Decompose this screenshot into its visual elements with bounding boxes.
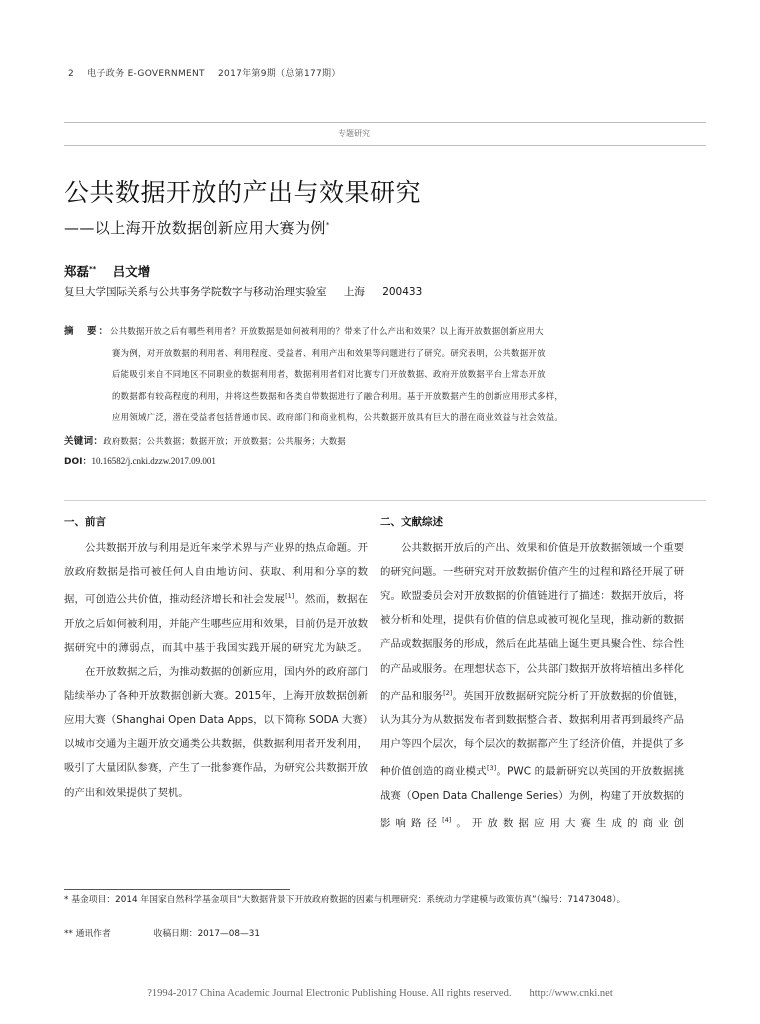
abstract-line: 赛为例，对开放数据的利用者、利用程度、受益者、利用产出和效果等问题进行了研究。研究表明，公共数据开放	[112, 347, 546, 358]
right-column	[380, 510, 684, 836]
abstract-label: 摘 要：	[64, 326, 111, 337]
paragraph-text: 。PWC 的最新研究以英国的开放数据挑战赛（Open Data Challenge Series）为例，构建了开放数据的影响路径	[380, 765, 684, 830]
abstract-line: 的数据都有较高程度的利用，并将这些数据和各类自带数据进行了融合利用。基于开放数据产生的创新应用形式多样，	[112, 390, 564, 401]
footer-url[interactable]: http://www.cnki.net	[529, 988, 613, 999]
section-rule	[64, 145, 706, 146]
article-subtitle	[64, 217, 330, 238]
abstract-line: 应用领域广泛，潜在受益者包括普通市民、政府部门和商业机构，公共数据开放具有巨大的潜在商业效益与社会效益。	[112, 412, 564, 422]
page-footer	[0, 988, 760, 999]
doi-value: 10.16582/j.cnki.dzzw.2017.09.001	[91, 456, 216, 466]
abstract	[64, 321, 696, 429]
keywords-label: 关键词：	[64, 436, 104, 447]
journal-name: 电子政务 E-GOVERNMENT	[87, 69, 205, 79]
page-number: 2	[68, 69, 75, 79]
abstract-line: 后能吸引来自不同地区不同职业的数据利用者，数据利用者们对比赛专门开放数据、政府开放数据平台上常态开放	[112, 369, 546, 379]
author-1: 郑磊	[64, 264, 90, 279]
paragraph-text: 。开放数据应用大赛生成的商业创	[451, 817, 685, 830]
affiliation-city: 上海	[343, 286, 365, 298]
abstract-line	[64, 321, 696, 343]
affiliation-org: 复旦大学国际关系与公共事务学院数字与移动治理实验室	[64, 286, 327, 298]
abstract-rule	[64, 500, 706, 501]
paragraph	[380, 536, 684, 836]
affiliation-postcode: 200433	[382, 286, 423, 298]
paragraph: 在开放数据之后，为推动数据的创新应用，国内外的政府部门陆续举办了各种开放数据创新大赛。2015年，上海开放数据创新应用大赛（Shanghai Open Data Apps，以下简称 SODA 大赛）以城市交通为主题开放交通类公共数据，供数据利用者开发利用，吸引了大量团队参赛，产生了一批参赛作品，为研究公共数据开放的产出和效果提供了契机。	[64, 666, 368, 799]
keywords-text: 政府数据；公共数据；数据开放；开放数据；公共服务；大数据	[103, 436, 347, 446]
paragraph-text: 。英国开放数据研究院分析了开放数据的价值链，认为其分为从数据发布者到数据整合者、数据利用者再到最终产品用户等四个层次，每个层次的数据都产生了经济价值，并提供了多种价值创造的商业模式	[380, 690, 685, 778]
subtitle-text: ——以上海开放数据创新应用大赛为例	[64, 219, 326, 237]
doi	[64, 454, 216, 467]
footnote-corresponding	[64, 927, 696, 943]
citation-ref: [4]	[442, 816, 452, 825]
section-heading-intro: 一、前言	[64, 516, 106, 528]
header-rule	[64, 122, 706, 123]
footnote-funding: * 基金项目：2014 年国家自然科学基金项目“大数据背景下开放政府数据的因素与机理研究：系统动力学建模与政策仿真”（编号：71473048）。	[64, 895, 626, 905]
doi-label: DOI：	[64, 457, 92, 467]
citation-ref: [1]	[285, 592, 295, 601]
subtitle-footnote-mark: *	[325, 221, 330, 229]
affiliation	[64, 284, 422, 299]
section-tag: 专题研究	[338, 129, 370, 138]
paragraph-text: 公共数据开放与利用是近年来学术界与产业界的热点命题。开放政府数据是指可被任何人自由地访问、获取、利用和分享的数据，可创造公共价值，推动经济增长和社会发展	[64, 542, 368, 606]
corresponding-author-label: ** 通讯作者	[64, 929, 111, 939]
author-line	[64, 262, 150, 280]
author-2: 吕文增	[112, 264, 151, 279]
citation-ref: [3]	[486, 764, 497, 773]
abstract-text: 公共数据开放之后有哪些利用者？开放数据是如何被利用的？带来了什么产出和效果？以上海开放数据创新应用大	[110, 326, 544, 336]
received-date: 收稿日期：2017—08—31	[153, 929, 260, 939]
left-column	[64, 510, 368, 805]
paragraph-text: 。然而，数据在开放之后如何被利用，并能产生哪些应用和效果，目前仍是开放数据研究中的薄弱点，而其中基于我国实践开展的研究尤为缺乏。	[64, 593, 369, 654]
issue-info: 2017年第9期（总第177期）	[218, 69, 341, 79]
footnote-rule	[64, 889, 290, 890]
author-1-mark: **	[89, 264, 97, 273]
citation-ref: [2]	[443, 688, 453, 697]
running-header	[68, 66, 351, 79]
copyright-notice: ?1994-2017 China Academic Journal Electronic Publishing House. All rights reserved.	[147, 988, 512, 999]
article-title: 公共数据开放的产出与效果研究	[64, 178, 422, 207]
paragraph	[64, 536, 368, 660]
keywords	[64, 433, 346, 447]
paragraph-text: 公共数据开放后的产出、效果和价值是开放数据领域一个重要的研究问题。一些研究对开放数据价值产生的过程和路径开展了研究。欧盟委员会对开放数据的价值链进行了描述：数据开放后，将被分析和处理，提供有价值的信息或被可视化呈现，推动新的数据产品或数据服务的形成，然后在此基础上诞生更具聚合性、综合性的产品或服务。在理想状态下，公共部门数据开放将培植出多样化的产品和服务	[380, 542, 684, 703]
section-heading-review: 二、文献综述	[380, 516, 443, 528]
